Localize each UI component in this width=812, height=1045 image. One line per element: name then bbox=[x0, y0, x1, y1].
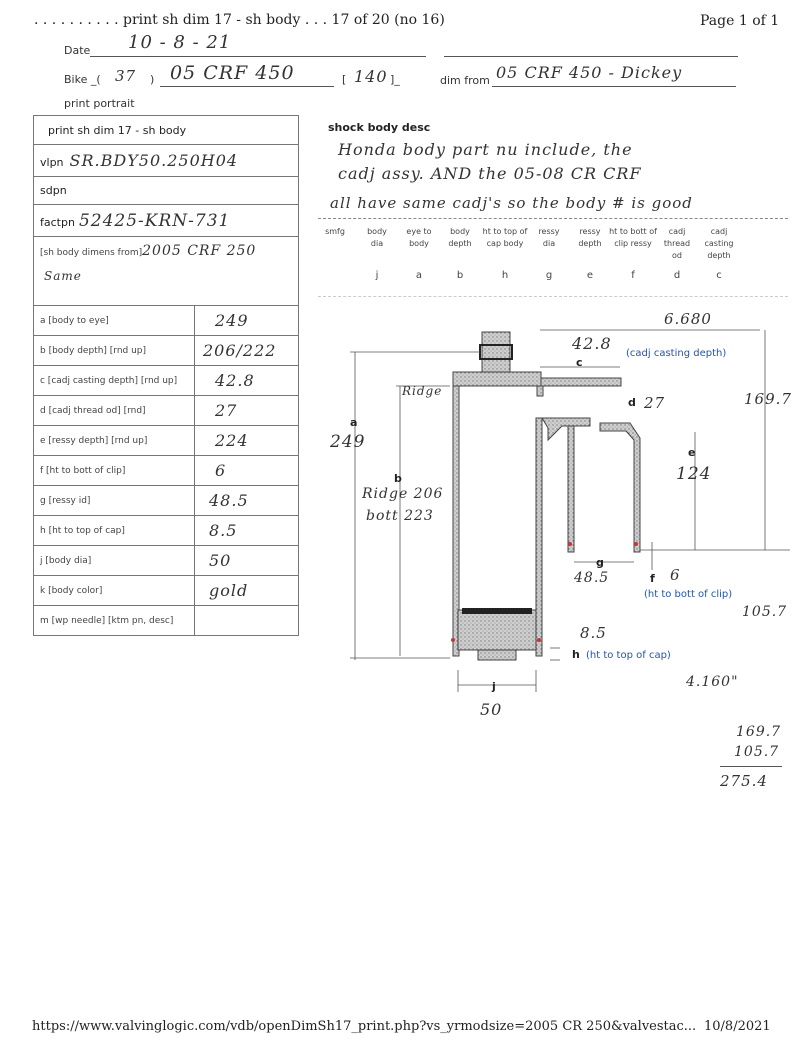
print-header-title: . . . . . . . . . . print sh dim 17 - sh body . . . 17 of 20 (no 16) bbox=[34, 12, 445, 28]
body-top-cap bbox=[453, 372, 541, 386]
col-letter-b: b bbox=[456, 270, 464, 281]
letter-g: g bbox=[596, 556, 604, 569]
table-row: m [wp needle] [ktm pn, desc] bbox=[34, 606, 299, 636]
table-row: h [ht to top of cap] 8.5 bbox=[34, 516, 299, 546]
page-number: Page 1 of 1 bbox=[700, 13, 780, 29]
ressy-wall-right bbox=[600, 423, 640, 552]
g-value: 48.5 bbox=[574, 570, 610, 586]
table-row: c [cadj casting depth] [rnd up] 42.8 bbox=[34, 366, 299, 396]
note-1697: 169.7 bbox=[744, 390, 792, 408]
table-row: b [body depth] [rnd up] 206/222 bbox=[34, 336, 299, 366]
letter-b: b bbox=[394, 472, 402, 485]
table-title: print sh dim 17 - sh body bbox=[34, 116, 299, 145]
dim-from-label: dim from bbox=[440, 74, 490, 87]
letter-h: h bbox=[572, 648, 580, 661]
col-header-ht-top-cap: ht to top of cap body bbox=[482, 227, 528, 248]
date-label: Date bbox=[64, 44, 91, 57]
col-header-cadj-thread: cadj thread od bbox=[663, 227, 691, 260]
bike-code: 37 bbox=[115, 67, 137, 85]
note-4160: 4.160" bbox=[686, 674, 739, 690]
table-row: k [body color] gold bbox=[34, 576, 299, 606]
b-line-1: Ridge 206 bbox=[362, 486, 444, 502]
f-value: 6 bbox=[670, 566, 681, 584]
col-header-body-dia: body dia bbox=[367, 227, 387, 248]
col-header-ht-bott-clip: ht to bott of clip ressy bbox=[609, 227, 657, 248]
bike-paren: ) bbox=[150, 73, 155, 86]
col-header-body-depth: body depth bbox=[448, 227, 472, 248]
bike-value: 05 CRF 450 bbox=[170, 62, 295, 84]
c-value: 42.8 bbox=[572, 334, 612, 353]
letter-f: f bbox=[650, 572, 655, 585]
dimens-from-value: 2005 CRF 250 bbox=[142, 243, 257, 259]
letter-a: a bbox=[350, 416, 358, 429]
col-header-ressy-dia: ressy dia bbox=[538, 227, 560, 248]
letter-c: c bbox=[576, 356, 583, 369]
a-value: 249 bbox=[330, 432, 366, 452]
letter-d: d bbox=[628, 396, 636, 409]
cadj-arm bbox=[541, 378, 621, 386]
shock-desc-note-2: cadj assy. AND the 05-08 CR CRF bbox=[338, 164, 642, 183]
factpn-value: 52425-KRN-731 bbox=[78, 210, 231, 231]
body-bottom-cap bbox=[458, 610, 536, 650]
sum-a: 169.7 bbox=[736, 724, 782, 740]
col-letter-f: f bbox=[631, 270, 635, 281]
letter-e: e bbox=[688, 446, 696, 459]
col-header-eye-to-body: eye to body bbox=[406, 227, 432, 248]
table-row: j [body dia] 50 bbox=[34, 546, 299, 576]
body-eye bbox=[482, 332, 510, 374]
shock-desc-note-3: all have same cadj's so the body # is good bbox=[330, 194, 693, 212]
date-value: 10 - 8 - 21 bbox=[128, 32, 232, 53]
note-6680: 6.680 bbox=[664, 310, 712, 328]
col-letter-a: a bbox=[415, 270, 423, 281]
shock-desc-title: shock body desc bbox=[328, 121, 431, 134]
bike-bracket-value: 140 bbox=[354, 67, 388, 86]
ressy-wall-left bbox=[568, 426, 574, 552]
print-portrait-label: print portrait bbox=[64, 97, 135, 110]
j-value: 50 bbox=[480, 700, 503, 719]
bike-bracket-close: ]_ bbox=[390, 73, 400, 86]
col-letter-h: h bbox=[501, 270, 509, 281]
bike-label: Bike _( bbox=[64, 73, 101, 86]
col-header-cadj-casting: cadj casting depth bbox=[704, 227, 734, 260]
letter-j: j bbox=[492, 680, 496, 693]
body-wall-right bbox=[536, 418, 542, 656]
ressy-top-left bbox=[542, 418, 590, 440]
same-value: Same bbox=[44, 269, 82, 283]
col-header-ressy-depth: ressy depth bbox=[578, 227, 602, 248]
table-row: g [ressy id] 48.5 bbox=[34, 486, 299, 516]
sdpn-label: sdpn bbox=[34, 177, 299, 205]
sum-total: 275.4 bbox=[720, 772, 768, 790]
table-row: e [ressy depth] [rnd up] 224 bbox=[34, 426, 299, 456]
dimension-table bbox=[33, 115, 299, 636]
bike-bracket-open: [ bbox=[342, 73, 347, 86]
footer-date: 10/8/2021 bbox=[704, 1019, 771, 1034]
d-value: 27 bbox=[644, 394, 666, 412]
note-1057: 105.7 bbox=[742, 604, 788, 620]
f-desc: (ht to bott of clip) bbox=[644, 589, 733, 600]
vlpn-value: SR.BDY50.250H04 bbox=[69, 151, 239, 170]
c-desc: (cadj casting depth) bbox=[626, 348, 727, 359]
dim-from-value: 05 CRF 450 - Dickey bbox=[496, 63, 683, 82]
table-row: f [ht to bott of clip] 6 bbox=[34, 456, 299, 486]
col-letter-g: g bbox=[545, 270, 553, 281]
h-desc: (ht to top of cap) bbox=[586, 650, 671, 661]
col-letter-e: e bbox=[586, 270, 594, 281]
table-row: a [body to eye] 249 bbox=[34, 306, 299, 336]
shock-desc-note-1: Honda body part nu include, the bbox=[338, 140, 633, 159]
dimens-from-label: [sh body dimens from] bbox=[40, 248, 143, 258]
vlpn-label: vlpn bbox=[40, 156, 64, 169]
col-letter-c: c bbox=[716, 270, 722, 281]
factpn-label: factpn bbox=[40, 215, 75, 229]
e-value: 124 bbox=[676, 464, 712, 484]
sum-b: 105.7 bbox=[734, 744, 780, 760]
col-letter-d: d bbox=[673, 270, 681, 281]
b-line-2: bott 223 bbox=[366, 508, 434, 524]
table-row: d [cadj thread od] [rnd] 27 bbox=[34, 396, 299, 426]
col-letter-j: j bbox=[375, 270, 379, 281]
footer-url[interactable]: https://www.valvinglogic.com/vdb/openDimSh17_print.php?vs_yrmodsize=2005 CR 250&valvestac... bbox=[32, 1019, 697, 1034]
col-header-smfg: smfg bbox=[325, 227, 345, 236]
ridge-label: Ridge bbox=[402, 384, 443, 398]
h-value: 8.5 bbox=[580, 624, 607, 642]
